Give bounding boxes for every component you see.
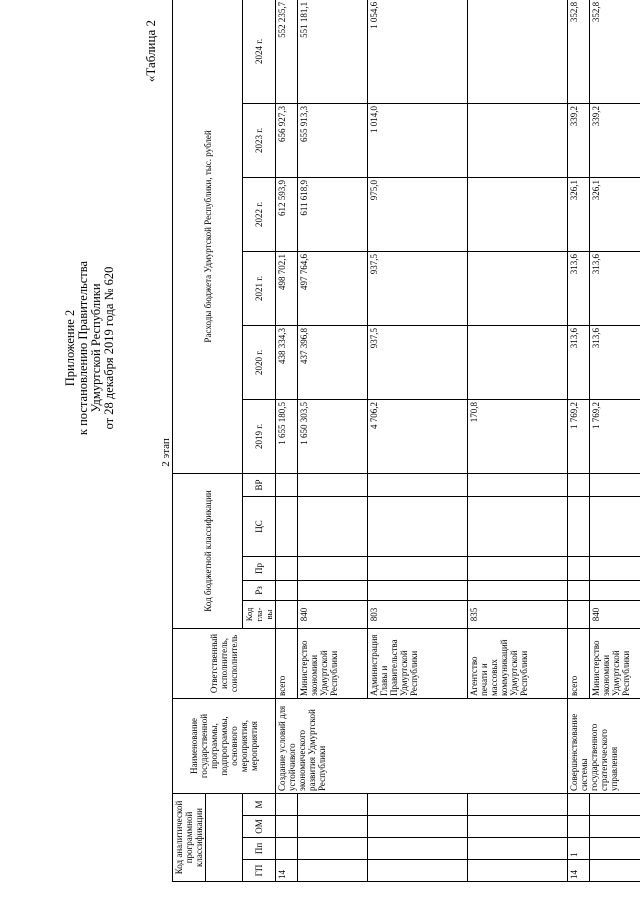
value-cell: 498 702,1 [276,251,298,325]
value-cell: 352,8 [568,0,590,103]
value-cell: 438 334,3 [276,325,298,399]
glava-cell [568,601,590,629]
m-header: М [243,794,276,816]
pr-header: Пр [243,557,276,581]
gp-cell [590,860,640,882]
m-cell [590,794,640,816]
value-cell [468,251,568,325]
value-cell: 437 396,8 [298,325,368,399]
value-cell: 326,1 [568,177,590,251]
cs-cell [276,497,298,557]
value-cell: 656 927,3 [276,103,298,177]
vr-cell [590,473,640,496]
value-cell: 937,5 [368,325,468,399]
header-line: к постановлению Правительства [76,260,90,436]
value-cell: 339,2 [590,103,640,177]
value-cell: 611 618,9 [298,177,368,251]
glava-cell: 840 [590,601,640,629]
cs-cell [368,497,468,557]
pp-cell [276,838,298,860]
rz-cell [568,581,590,601]
pr-cell [276,557,298,581]
value-cell: 1 054,6 [368,0,468,103]
om-header: ОМ [243,816,276,838]
vr-cell [368,473,468,496]
rz-cell [298,581,368,601]
year-header: 2024 г. [243,0,276,103]
cs-header: ЦС [243,497,276,557]
value-cell: 1 650 303,5 [298,399,368,473]
pr-cell [368,557,468,581]
year-header: 2022 г. [243,177,276,251]
executor-cell: Министерство экономики Удмуртской Республики [590,629,640,699]
glava-cell: 840 [298,601,368,629]
appendix-header [64,198,116,498]
executor-cell: Министерство экономики Удмуртской Республики [298,629,368,699]
m-cell [468,794,568,816]
glava-cell: 835 [468,601,568,629]
analytic-code-spacer [206,794,243,882]
value-cell [468,103,568,177]
value-cell: 339,2 [568,103,590,177]
expenses-header: Расходы бюджета Удмуртской Республики, тыс. рублей [173,0,243,473]
value-cell: 352,8 [590,0,640,103]
gp-cell [468,860,568,882]
m-cell [276,794,298,816]
executor-header: Ответственный исполнитель, соисполнитель [173,629,276,699]
pp-cell [368,838,468,860]
glava-cell: 803 [368,601,468,629]
executor-cell: Агентство печати и массовых коммуникаций Удмуртской Республики [468,629,568,699]
m-cell [298,794,368,816]
table-row [568,0,590,882]
value-cell [468,0,568,103]
gp-cell: 14 [568,860,590,882]
value-cell: 326,1 [590,177,640,251]
executor-cell: всего [568,629,590,699]
pp-cell [298,838,368,860]
om-cell [590,816,640,838]
table-row [276,0,298,882]
cs-cell [298,497,368,557]
vr-cell [276,473,298,496]
glava-cell [276,601,298,629]
value-cell [468,325,568,399]
year-header: 2020 г. [243,325,276,399]
pr-cell [298,557,368,581]
executor-cell: Администрация Главы и Правительства Удмуртской Республики [368,629,468,699]
gp-cell: 14 [276,860,298,882]
header-line: Удмуртской Республики [89,283,103,413]
om-cell [468,816,568,838]
value-cell: 975,0 [368,177,468,251]
vr-cell [568,473,590,496]
pr-cell [590,557,640,581]
expenses-table [172,0,640,882]
rz-cell [590,581,640,601]
om-cell [568,816,590,838]
vr-header: ВР [243,473,276,496]
om-cell [276,816,298,838]
rz-header: Рз [243,581,276,601]
pp-cell: 1 [568,838,590,860]
value-cell [468,177,568,251]
value-cell: 1 769,2 [590,399,640,473]
cs-cell [568,497,590,557]
vr-cell [298,473,368,496]
om-cell [368,816,468,838]
name-header: Наименование государственной программы, подпрограммы, основного мероприятия, мероприятия [173,699,276,794]
value-cell: 313,6 [590,251,640,325]
value-cell: 937,5 [368,251,468,325]
value-cell: 313,6 [568,325,590,399]
name-cell: Совершенствование системы государственного стратегического управления [568,699,640,794]
m-cell [368,794,468,816]
pr-cell [468,557,568,581]
value-cell: 1 769,2 [568,399,590,473]
pp-cell [590,838,640,860]
table-label: «Таблица 2 [143,20,158,83]
cs-cell [590,497,640,557]
pp-cell [468,838,568,860]
cs-cell [468,497,568,557]
value-cell: 497 764,6 [298,251,368,325]
name-cell: Создание условий для устойчивого экономического развития Удмуртской Республики [276,699,568,794]
rz-cell [276,581,298,601]
gp-cell [298,860,368,882]
vr-cell [468,473,568,496]
om-cell [298,816,368,838]
m-cell [568,794,590,816]
rz-cell [468,581,568,601]
glava-header: Код гла-вы [243,601,276,629]
analytic-code-header: Код аналитической программной классификации [173,794,206,882]
header-line: от 28 декабря 2019 года № 620 [102,266,116,430]
value-cell: 313,6 [568,251,590,325]
year-header: 2021 г. [243,251,276,325]
pp-header: Пп [243,838,276,860]
value-cell: 551 181,1 [298,0,368,103]
stage-title: 2 этап [160,438,172,467]
value-cell: 4 706,2 [368,399,468,473]
year-header: 2019 г. [243,399,276,473]
value-cell: 313,6 [590,325,640,399]
year-header: 2023 г. [243,103,276,177]
gp-cell [368,860,468,882]
value-cell: 170,8 [468,399,568,473]
gp-header: ГП [243,860,276,882]
value-cell: 552 235,7 [276,0,298,103]
executor-cell: всего [276,629,298,699]
budget-code-header: Код бюджетной классификации [173,473,243,628]
rz-cell [368,581,468,601]
value-cell: 1 655 180,5 [276,399,298,473]
value-cell: 655 913,3 [298,103,368,177]
value-cell: 1 014,0 [368,103,468,177]
header-line: Приложение 2 [63,309,77,387]
pr-cell [568,557,590,581]
value-cell: 612 593,9 [276,177,298,251]
